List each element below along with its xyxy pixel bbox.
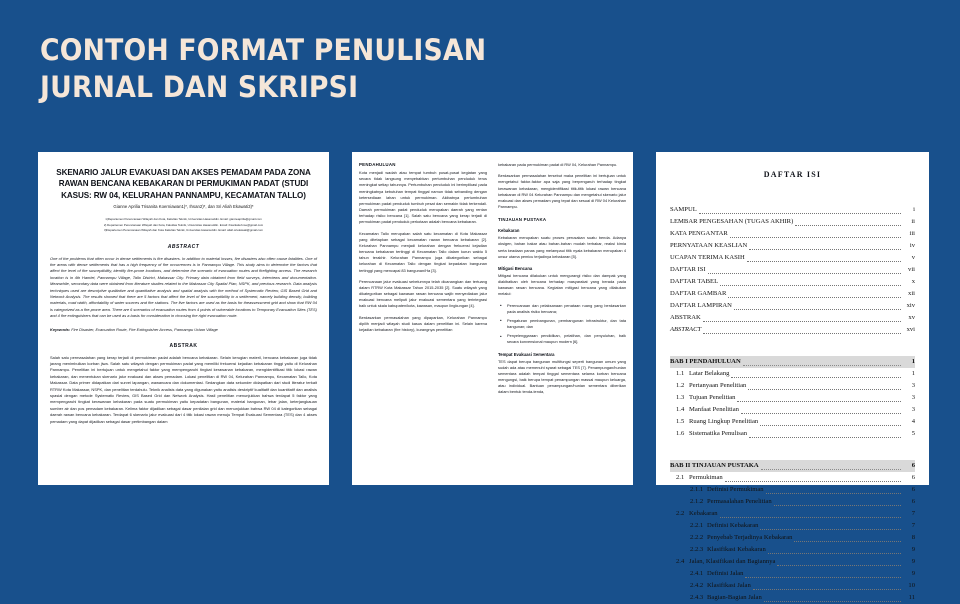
toc-entry-row[interactable] bbox=[670, 472, 915, 484]
toc-entry-label: Tujuan Penelitian bbox=[689, 394, 736, 401]
affiliation-line: 3)Departemen Perencanaan Wilayah dan Kota Fakultas Teknik, Universitas Hasanuddin. Email: aliah.sriekawati@gmail.com bbox=[103, 227, 264, 232]
toc-leader-dots bbox=[777, 565, 901, 566]
toc-leader-dots bbox=[795, 225, 901, 226]
toc-entry-row[interactable] bbox=[670, 556, 915, 568]
keywords-value: Fire Disaster, Evacuation Route, Fire Extinguisher Access, Pannampu Urban Village bbox=[70, 326, 218, 332]
toc-page-number: 3 bbox=[911, 394, 915, 401]
toc-entry-row[interactable] bbox=[670, 568, 915, 580]
toc-page-number: 8 bbox=[911, 534, 915, 541]
toc-entry-number: 2.2.3 bbox=[690, 546, 704, 553]
toc-page-number: 6 bbox=[911, 498, 915, 505]
toc-leader-dots bbox=[747, 261, 901, 262]
toc-entry-row[interactable] bbox=[670, 392, 915, 404]
toc-entry-row[interactable] bbox=[670, 300, 915, 312]
paragraph: Kecamatan Tallo merupakan salah satu kecamatan di Kota Makassar yang ditetapkan sebagai kecamatan rawan bencana kebakaran [2]. Kelurahan Pannampu menjadi kelurahan dengan frekuensi kejadian bencana kebakaran tertinggi di Kecamatan Tallo dalam kurun waktu 5 tahun terakhir. Kelurahan Pannampu juga dikategorikan sebagai kelurahan di Kecamatan Tallo dengan tingkat kepadatan bangunan tertinggi yang mencapai 83 bangunan/Ha [3]. bbox=[359, 230, 487, 273]
slide-title bbox=[40, 32, 684, 106]
slide-title-line-2: JURNAL DAN SKRIPSI bbox=[40, 69, 359, 104]
toc-entry-label: Latar Belakang bbox=[689, 370, 730, 377]
toc-page-number: xiv bbox=[906, 302, 915, 309]
toc-entry-label: Bagian-Bagian Jalan bbox=[707, 594, 762, 601]
toc-entry-label: ABSTRAK bbox=[670, 314, 701, 321]
toc-entry-row[interactable] bbox=[670, 508, 915, 520]
toc-entry-label: Kebakaran bbox=[689, 510, 718, 517]
abstract-body-en: One of the problems that often occur in dense settlements is fire disasters. In addition to material losses, fire disasters also often cause fatalities. One of the areas with dense settlements that has a high frequency of fire occurrences is in Pannampu Village. This study aims to determine the factors that affect the level of fire susceptibility, identify fire-prone locations, and determine the scenario of evacuation routes and firefighting access. The research location is in 4th Hamlet, Pannampu Village, Tallo District, Makassar City. Primary data obtained from field surveys, interviews and documentation. Meanwhile, secondary data were obtained from literature studies related to the Makassar City Spatial Plan, NSPK, and previous research. Data analysis techniques used are descriptive qualitative and quantitative analysis and spatial analysis with the method of Systematic Review, GIS Based Grid and Network Analysis. The results showed that there are 5 factors that affect the level of fire susceptibility in a settlement, namely building density, building materials, road width, affordability of water sources and fire stations. The five factors are used as the basis for theassessment grid and show that RW 04 is categorized as a fire-prone area. There are 6 scenarios of evacuation routes from 4 points of vulnerable locations to Temporary Evacuation Sites (TES) and 4 fire extinguishers that can be used as a basis for consideration in choosing the right evacuation route. bbox=[50, 255, 317, 319]
subsection-heading-tempat-evakuasi-sementara: Tempat Evakuasi Sementara bbox=[498, 351, 555, 357]
toc-entry-number: 1.3 bbox=[676, 394, 685, 401]
toc-entry-number: 2.4.1 bbox=[690, 570, 704, 577]
paragraph: Kebakaran merupakan suatu proses perusakan suatu benda. Adanya oksigen, bahan bakar atau bahan-bahan mudah terbakar, reaksi kimia serta keadaan panas yang melampaui titik nyala kebakaran merupakan 4 unsur utama pemicu terjadinya kebakaran [5]. bbox=[498, 235, 626, 259]
toc-leader-dots bbox=[749, 437, 901, 438]
toc-page-number: 9 bbox=[911, 546, 915, 553]
journal-first-page-preview[interactable] bbox=[38, 152, 329, 485]
paragraph: Perencanaan jalur evakuasi sebelumnya telah dicanangkan dan tertuang dalam RTRW Kota Makassar Tahun 2015-2035 [2]. Suatu wilayah yang dikategorikan sebagai kawasan rawan bencana wajib menyediakan jalur evakuasi bencana meliputi jalur evakuasi sementara yang terintegrasi baik untuk skala kabupaten/kota, kawasan, maupun lingkungan [4]. bbox=[359, 278, 487, 309]
toc-chapter-row[interactable] bbox=[670, 460, 915, 472]
toc-page-number: 6 bbox=[911, 486, 915, 493]
toc-leader-dots bbox=[720, 517, 901, 518]
toc-leader-dots bbox=[761, 469, 901, 470]
section-heading-pendahuluan: PENDAHULUAN bbox=[359, 162, 396, 167]
toc-leader-dots bbox=[743, 365, 901, 366]
toc-entry-label: PERNYATAAN KEASLIAN bbox=[670, 242, 748, 249]
toc-leader-dots bbox=[741, 413, 901, 414]
toc-page-number: v bbox=[911, 254, 915, 261]
toc-leader-dots bbox=[749, 249, 901, 250]
toc-page-number: 6 bbox=[911, 462, 915, 469]
journal-authors: Gianne Aprilia Trisanita Koerniawan1)*, Ihsan2)*, dan Sri Aliah Ekawati3)* bbox=[113, 204, 254, 210]
toc-entry-number: 1.6 bbox=[676, 430, 685, 437]
toc-entry-row[interactable] bbox=[670, 228, 915, 240]
toc-spacer bbox=[670, 336, 915, 347]
toc-page-number: i bbox=[913, 206, 915, 213]
toc-spacer bbox=[670, 440, 915, 451]
toc-entry-label: Penyebab Terjadinya Kebakaran bbox=[707, 534, 793, 541]
toc-page-number: 7 bbox=[911, 522, 915, 529]
toc-page-number: 1 bbox=[911, 358, 915, 365]
toc-leader-dots bbox=[728, 297, 901, 298]
toc-page-number: 3 bbox=[911, 382, 915, 389]
toc-leader-dots bbox=[699, 213, 901, 214]
toc-front-matter-list bbox=[670, 204, 915, 336]
toc-leader-dots bbox=[725, 481, 901, 482]
paragraph: Kota menjadi wadah atau tempat tumbuh pusat-pusat kegiatan yang secara tidak langsung menyebabkan pertumbuhan penduduk terus meningkat setiap tahunnya. Pertumbuhan penduduk ini berimplikasi pada meningkatnya kebutuhan tempat tinggal namun tidak sebanding dengan ketersediaan lahan untuk permukiman. Akibatnya pertumbuhan permukiman padat penduduk tumbuh pesat dan semakin tidak terkendali. Daerah permukiman padat penduduk merupakan daerah yang rentan terhadap risiko bencana [1]. Salah satu bencana yang kerap terjadi di permukiman padat penduduk perkotaan adalah bencana kebakaran. bbox=[359, 170, 487, 225]
toc-leader-dots bbox=[730, 237, 901, 238]
paragraph: kebakaran pada permukiman padat di RW 04, Kelurahan Pannampu. bbox=[498, 162, 618, 167]
abstract-heading-id: ABSTRAK bbox=[169, 342, 198, 349]
toc-entry-row[interactable] bbox=[670, 240, 915, 252]
toc-entry-label: Definisi Kebakaran bbox=[707, 522, 759, 529]
table-of-contents-preview[interactable] bbox=[656, 152, 929, 601]
toc-entry-number: 2.1 bbox=[676, 474, 685, 481]
toc-entry-number: 2.4 bbox=[676, 558, 685, 565]
toc-entry-row[interactable] bbox=[670, 368, 915, 380]
toc-entry-number: 1.2 bbox=[676, 382, 685, 389]
toc-entry-label: DAFTAR TABEL bbox=[670, 278, 719, 285]
toc-page-number: 7 bbox=[911, 510, 915, 517]
toc-chapter-list bbox=[670, 336, 915, 604]
toc-entry-label: Sistematika Penulisan bbox=[689, 430, 748, 437]
toc-entry-label: Manfaat Penelitian bbox=[689, 406, 739, 413]
toc-entry-number: 2.2 bbox=[676, 510, 685, 517]
toc-entry-number: 1.1 bbox=[676, 370, 685, 377]
toc-entry-number: 2.2.1 bbox=[690, 522, 704, 529]
toc-entry-label: BAB I PENDAHULUAN bbox=[670, 358, 741, 365]
toc-leader-dots bbox=[748, 389, 901, 390]
toc-page-title: DAFTAR ISI bbox=[763, 170, 822, 179]
toc-entry-number: 2.2.2 bbox=[690, 534, 704, 541]
toc-leader-dots bbox=[794, 541, 901, 542]
toc-leader-dots bbox=[766, 493, 901, 494]
toc-page-number: xv bbox=[908, 314, 915, 321]
toc-page-number: iv bbox=[909, 242, 915, 249]
toc-entry-row[interactable] bbox=[670, 404, 915, 416]
abstract-body-id: Salah satu permasalahan yang kerap terjadi di permukiman padat adalah bencana kebakaran. Selain kerugian materil, bencana kebakaran juga tidak jarang menimbulkan korban jiwa. Salah satu wilayah dengan permukiman padat yang memiliki frekuensi kejadian kebakaran tinggi yaitu di Kelurahan Pannampu. Penelitian ini bertujuan untuk mengetahui faktor yang mempengaruhi tingkat kerawanan kebakaran, mengidentifikasi titik lokasi rawan kebakaran, dan menentukan skenario jalur evakuasi dan akses pemadam. Lokasi penelitian di RW 04, Kelurahan Pannampu, Kecamatan Tallo, Kota Makassar. Data primer didapatkan dari survei lapangan, wawancara dan dokumentasi. Sedangkan data sekunder didapatkan dari studi literatur terkait RTRW Kota Makassar, NSPK, dan penelitian terdahulu. Teknik analisis data yang digunakan yaitu analisis deskriptif kualitatif dan kuantitatif dan analisis spasial dengan metode Systematic Review, GIS Based Grid dan Network Analysis. Hasil penelitian menunjukkan bahwa terdapat 5 faktor yang mempengaruhi tingkat kerawanan kebakaran pada suatu permukiman yaitu kepadatan bangunan, material bangunan, lebar jalan, keterjangkauan sumber air dan pos pemadam kebakaran. Kelima faktor dijadikan sebagai dasar penilaian grid dan menunjukkan bahwa RW 04 di kategorikan sebagai daerah rawan bencana kebakaran. Terdapat 6 skenario jalur evakuasi dari 4 titik lokasi rawan menuju Tempat Evakuasi Sementara (TES) dan 4 akses pemadam yang dapat dijadikan sebagai dasar pertimbangan dalam bbox=[50, 354, 317, 424]
toc-entry-label: Permukiman bbox=[689, 474, 723, 481]
journal-title: SKENARIO JALUR EVAKUASI DAN AKSES PEMADAM PADA ZONA RAWAN BENCANA KEBAKARAN DI PERMUKIMAN PADAT (STUDI KASUS: RW 04, KELURAHAN PANNAMPU, KECAMATAN TALLO) bbox=[56, 168, 311, 200]
toc-entry-label: Ruang Lingkup Penelitian bbox=[689, 418, 759, 425]
toc-page-number: xii bbox=[908, 290, 915, 297]
toc-page-number: 4 bbox=[911, 418, 915, 425]
toc-leader-dots bbox=[774, 505, 901, 506]
toc-entry-row[interactable] bbox=[670, 580, 915, 592]
toc-entry-label: Jalan, Klasifikasi dan Bagiannya bbox=[689, 558, 776, 565]
toc-entry-label: KATA PENGANTAR bbox=[670, 230, 728, 237]
journal-body-page-preview[interactable] bbox=[352, 152, 633, 485]
toc-page-number: 6 bbox=[911, 474, 915, 481]
toc-entry-row[interactable] bbox=[670, 544, 915, 556]
toc-leader-dots bbox=[768, 553, 901, 554]
subsection-heading-kebakaran: Kebakaran bbox=[498, 228, 520, 234]
toc-entry-label: DAFTAR GAMBAR bbox=[670, 290, 727, 297]
toc-entry-number: 1.4 bbox=[676, 406, 685, 413]
toc-page-number: 11 bbox=[908, 594, 915, 601]
toc-entry-row[interactable] bbox=[670, 380, 915, 392]
toc-entry-label: Klasifikasi Jalan bbox=[707, 582, 751, 589]
toc-entry-label: SAMPUL bbox=[670, 206, 697, 213]
left-column bbox=[359, 162, 487, 401]
toc-entry-number: 2.1.1 bbox=[690, 486, 704, 493]
toc-page-number: ii bbox=[911, 218, 915, 225]
toc-entry-label: LEMBAR PENGESAHAN (TUGAS AKHIR) bbox=[670, 218, 794, 225]
toc-entry-label: BAB II TINJAUAN PUSTAKA bbox=[670, 462, 759, 469]
keywords-label: Keywords: bbox=[50, 326, 71, 332]
subsection-heading-mitigasi-bencana: Mitigasi Bencana bbox=[498, 265, 533, 271]
toc-entry-label: Definisi Jalan bbox=[707, 570, 744, 577]
toc-leader-dots bbox=[760, 425, 901, 426]
slide-title-line-1: CONTOH FORMAT PENULISAN bbox=[40, 33, 487, 67]
toc-entry-row[interactable] bbox=[670, 288, 915, 300]
paragraph: Berdasarkan permasalahan yang dipaparkan, Kelurahan Pannampu dipilih menjadi wilayah studi kasus dalam penelitian ini. Selain karena kejadian kebakaran (fire history), kurangnya penelitian bbox=[359, 314, 487, 332]
paragraph: Berdasarkan permasalahan tersebut maka penelitian ini bertujuan untuk mengetahui faktor-faktor apa saja yang berpengaruh terhadap tingkat kerawanan kebakaran, mengidentifikasi titik-titik lokasi rawan bencana kebakaran di RW 04 Kelurahan Pannampu dan mengetahui skenario jalur evakuasi dan akses pemadam yang tepat dan sesuai di RW 04 Kelurahan Pannampu. bbox=[498, 173, 626, 210]
toc-leader-dots bbox=[731, 377, 901, 378]
affiliation-line: 2) Departemen Perencanaan Wilayah dan Kota, Fakultas Teknik, Universitas Hasanuddin. Email: ihsanlatief.nse@gmail.com bbox=[103, 222, 264, 227]
toc-page-number: xvi bbox=[906, 326, 915, 333]
toc-entry-row[interactable] bbox=[670, 592, 915, 604]
abstract-heading-en: ABSTRACT bbox=[167, 243, 200, 250]
toc-page-number: 9 bbox=[911, 570, 915, 577]
toc-chapter-row[interactable] bbox=[670, 356, 915, 368]
toc-page-number: 9 bbox=[911, 558, 915, 565]
toc-leader-dots bbox=[734, 309, 901, 310]
toc-entry-row[interactable] bbox=[670, 264, 915, 276]
toc-entry-label: Pertanyaan Penelitian bbox=[689, 382, 747, 389]
journal-affiliations bbox=[47, 217, 320, 232]
toc-entry-row[interactable] bbox=[670, 216, 915, 228]
two-column-layout bbox=[359, 162, 626, 401]
toc-page-number: iii bbox=[909, 230, 915, 237]
list-item: • Penyelenggaraan pendidikan, pelatihan, dan penyuluhan, baik secara konvensional maupun modern [6]. bbox=[498, 333, 626, 345]
keywords-line bbox=[50, 327, 317, 332]
toc-entry-number: 2.4.3 bbox=[690, 594, 704, 601]
toc-entry-label: Klasifikasi Kebakaran bbox=[707, 546, 766, 553]
list-item: • Perencanaan dan pelaksanaan penataan ruang yang berdasarkan pada analisis risiko bencana; bbox=[498, 303, 626, 315]
toc-entry-label: UCAPAN TERIMA KASIH bbox=[670, 254, 745, 261]
toc-entry-row[interactable] bbox=[670, 204, 915, 216]
toc-entry-row[interactable] bbox=[670, 252, 915, 264]
toc-leader-dots bbox=[737, 401, 901, 402]
toc-leader-dots bbox=[753, 589, 901, 590]
toc-entry-row[interactable] bbox=[670, 484, 915, 496]
toc-leader-dots bbox=[708, 273, 901, 274]
mitigation-bullet-list bbox=[498, 303, 626, 346]
toc-entry-label: DAFTAR LAMPIRAN bbox=[670, 302, 732, 309]
toc-leader-dots bbox=[720, 285, 901, 286]
toc-page-number: 5 bbox=[911, 430, 915, 437]
toc-leader-dots bbox=[764, 601, 901, 602]
toc-entry-number: 2.1.2 bbox=[690, 498, 704, 505]
toc-page-number: vii bbox=[908, 266, 915, 273]
toc-entry-row[interactable] bbox=[670, 496, 915, 508]
toc-entry-number: 1.5 bbox=[676, 418, 685, 425]
toc-entry-row[interactable] bbox=[670, 532, 915, 544]
toc-entry-label: DAFTAR ISI bbox=[670, 266, 706, 273]
list-item: • Pengaturan pembangunan, pembangunan infrastruktur, dan tata bangunan; dan bbox=[498, 318, 626, 330]
toc-page-number: 3 bbox=[911, 406, 915, 413]
toc-entry-row[interactable] bbox=[670, 416, 915, 428]
toc-leader-dots bbox=[703, 321, 901, 322]
toc-page-number: 1 bbox=[911, 370, 915, 377]
paragraph: TES dapat berupa bangunan multifungsi seperti bangunan umum yang sudah ada atau memenuhi syarat sebagai TES [7]. Penampungan/hunian sementara adalah tempat tinggal sementara selama korban bencana mengungsi, baik berupa tempat penampungan massal maupun keluarga, atau individual. Bantuan penampungan/hunian sementara diberikan dalam bentuk tenda-tenda, bbox=[498, 358, 626, 395]
toc-entry-label: Definisi Permukiman bbox=[707, 486, 764, 493]
document-previews bbox=[38, 152, 928, 601]
toc-leader-dots bbox=[745, 577, 901, 578]
toc-entry-label: ABSTRACT bbox=[670, 326, 702, 333]
toc-leader-dots bbox=[703, 333, 901, 334]
toc-entry-row[interactable] bbox=[670, 428, 915, 440]
section-heading-tinjauan-pustaka: TINJAUAN PUSTAKA bbox=[498, 217, 547, 223]
toc-entry-row[interactable] bbox=[670, 312, 915, 324]
toc-page-number: 10 bbox=[908, 582, 915, 589]
toc-page-number: x bbox=[911, 278, 915, 285]
right-column bbox=[498, 162, 626, 401]
toc-entry-row[interactable] bbox=[670, 324, 915, 336]
toc-entry-row[interactable] bbox=[670, 276, 915, 288]
toc-leader-dots bbox=[760, 529, 901, 530]
paragraph: Mitigasi bencana dilakukan untuk mengurangi risiko dan dampak yang diakibatkan oleh bencana terhadap masyarakat yang berada pada kawasan rawan bencana. Kegiatan mitigasi bencana yang dilakukan melalui: bbox=[498, 272, 626, 297]
toc-entry-label: Permasalahan Penelitian bbox=[707, 498, 772, 505]
toc-entry-number: 2.4.2 bbox=[690, 582, 704, 589]
affiliation-line: 1)Departemen Perencanaan Wilayah dan Kota, Fakultas Teknik, Universitas Hasanuddin. Email: gianneaprilia@gmail.com bbox=[105, 217, 262, 222]
toc-entry-row[interactable] bbox=[670, 520, 915, 532]
